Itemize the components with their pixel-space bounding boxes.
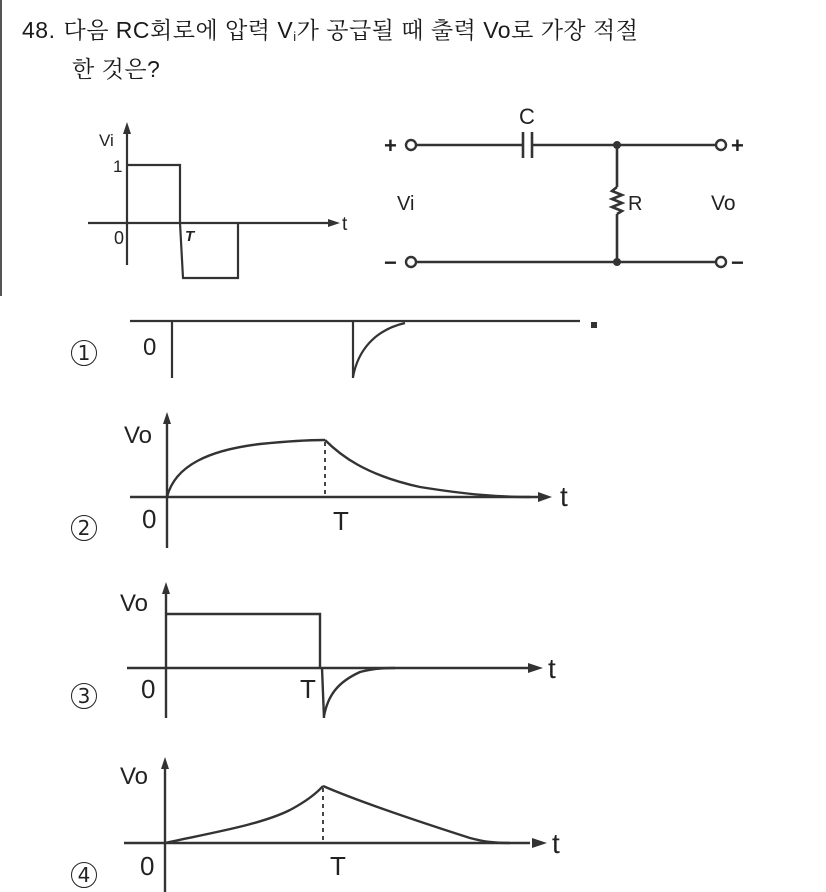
origin-label: 0 (143, 334, 157, 361)
terminal-in-plus (406, 140, 416, 150)
negative-decay-curve (324, 668, 395, 716)
in-minus-sign: − (384, 250, 397, 275)
capacitor-label: C (519, 104, 535, 129)
y-axis-arrow-icon (163, 412, 171, 424)
question-number: 48. (22, 17, 56, 43)
y-axis-arrow-icon (162, 582, 170, 594)
decay-curve (353, 323, 405, 377)
origin-label: 0 (141, 674, 156, 704)
vi-subscript: i (293, 29, 297, 44)
rc-circuit-diagram (380, 100, 760, 280)
option-3-graph[interactable] (120, 575, 590, 720)
origin-label: 0 (114, 228, 125, 248)
junction-bottom (613, 258, 621, 266)
option-1-graph[interactable] (120, 310, 620, 380)
in-plus-sign: + (384, 133, 397, 158)
resistor-label: R (628, 193, 643, 215)
arrow-fragment-icon (591, 322, 597, 328)
rising-curve (165, 786, 323, 843)
t-mark-label: T (300, 674, 316, 704)
vo-axis-label: Vo (120, 763, 149, 790)
out-minus-sign: − (731, 250, 744, 275)
option-2-graph[interactable] (120, 405, 590, 550)
falling-curve (323, 786, 510, 843)
output-voltage-label: Vo (711, 192, 736, 215)
vo-axis-label: Vo (120, 590, 149, 617)
question-text-line2: 한 것은? (72, 56, 161, 82)
y-axis-arrow-icon (161, 757, 169, 769)
option-4-marker[interactable]: 4 (71, 862, 97, 888)
option-4-graph[interactable] (120, 750, 590, 892)
x-axis-arrow-icon (328, 219, 340, 227)
negative-edge (322, 668, 324, 718)
tick-label-1: 1 (113, 157, 123, 176)
x-axis-arrow-icon (528, 663, 543, 673)
x-axis-arrow-icon (532, 838, 547, 848)
junction-top (613, 141, 621, 149)
question-text-part2: 가 공급될 때 출력 Vo로 가장 적절 (296, 17, 639, 43)
y-axis-arrow-icon (123, 122, 131, 134)
question-text (22, 14, 802, 85)
t-axis-label: t (560, 481, 568, 512)
charge-curve (167, 440, 325, 497)
t-mark-label: T (185, 228, 195, 245)
page-border-line (0, 0, 2, 296)
out-plus-sign: + (731, 133, 744, 158)
option-1-marker[interactable]: 1 (71, 340, 97, 366)
terminal-in-minus (406, 257, 416, 267)
input-voltage-label: Vi (397, 193, 415, 215)
positive-pulse (127, 165, 180, 223)
vi-axis-label: Vi (99, 131, 114, 150)
x-axis-arrow-icon (538, 492, 552, 502)
origin-label: 0 (140, 851, 155, 881)
t-mark-label: T (333, 506, 349, 536)
vo-axis-label: Vo (124, 422, 153, 449)
option-3-marker[interactable]: 3 (71, 683, 97, 709)
discharge-curve (325, 440, 530, 497)
resistor-symbol (612, 187, 622, 214)
input-waveform-figure (80, 118, 360, 288)
pulse-top (166, 614, 320, 668)
t-axis-label: t (342, 214, 348, 235)
terminal-out-plus (716, 140, 726, 150)
t-axis-label: t (552, 828, 560, 859)
question-text-part1: 다음 RC회로에 압력 V (63, 17, 294, 43)
origin-label: 0 (142, 504, 157, 534)
t-mark-label: T (330, 851, 346, 881)
terminal-out-minus (716, 257, 726, 267)
t-axis-label: t (548, 653, 556, 684)
option-2-marker[interactable]: 2 (71, 515, 97, 541)
